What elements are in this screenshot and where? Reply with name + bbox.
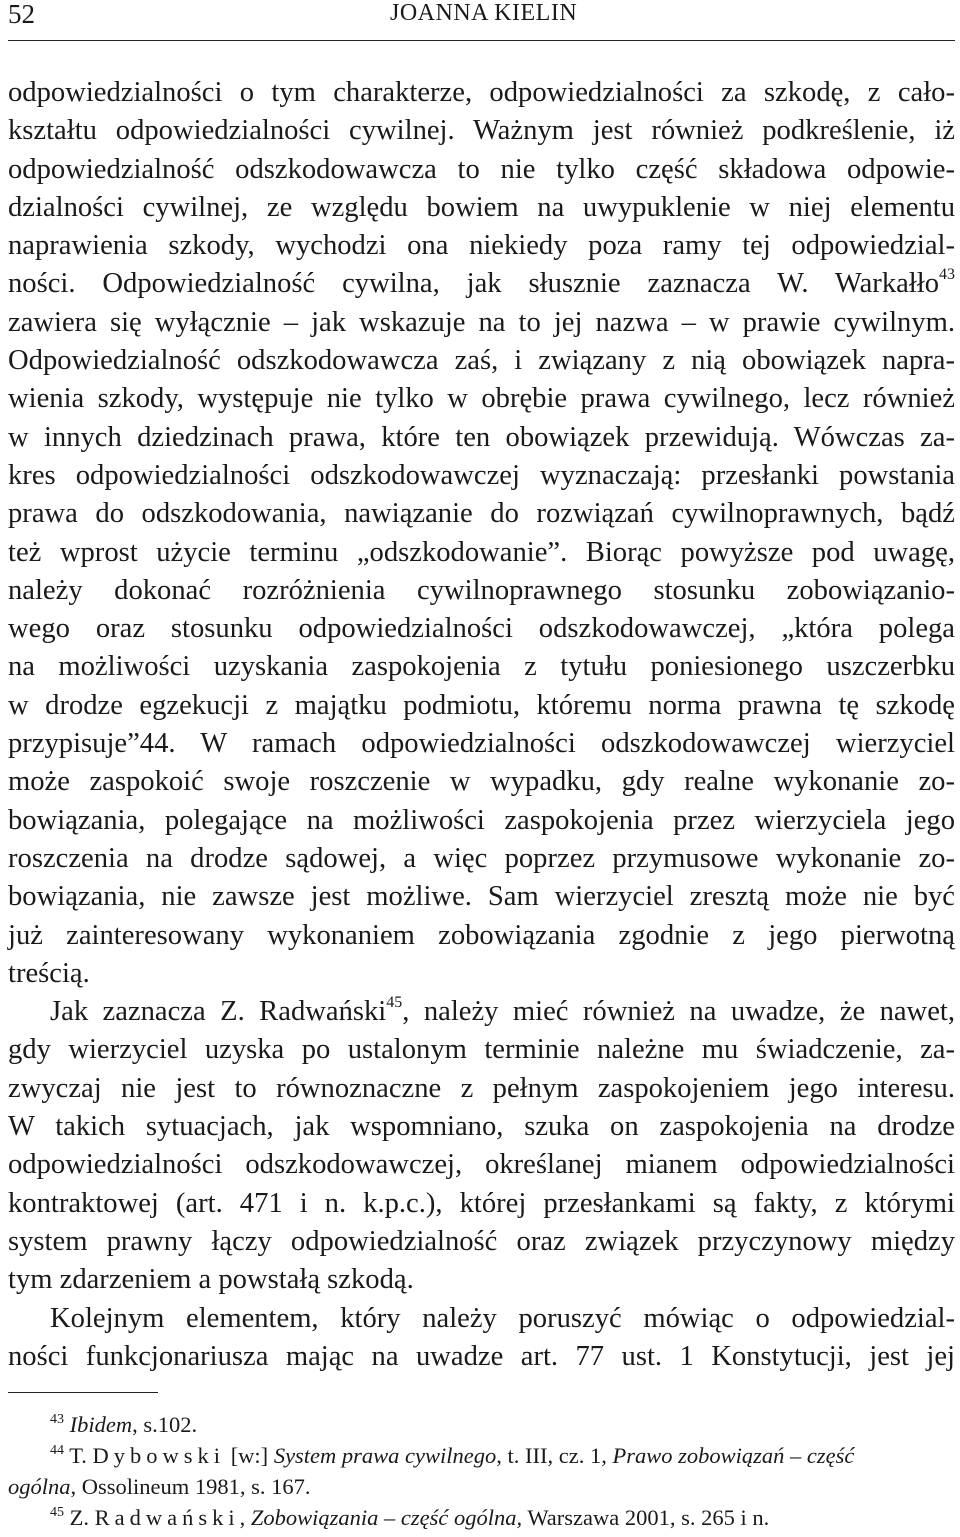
- text-line: wienia szkody, występuje nie tylko w obrębie prawa cywilnego, lecz również: [8, 383, 955, 415]
- text-line: kształtu odpowiedzialności cywilnej. Ważnym jest również podkreślenie, iż: [8, 115, 955, 147]
- text-line: Odpowiedzialność odszkodowawcza zaś, i związany z nią obowiązek napra-: [8, 345, 955, 377]
- footnote-author: Radwański: [94, 1505, 240, 1530]
- text-line: bowiązania, nie zawsze jest możliwe. Sam wierzyciel zresztą może nie być: [8, 881, 955, 913]
- text-line: gdy wierzyciel uzyska po ustalonym terminie należne mu świadczenie, za-: [8, 1034, 955, 1066]
- footnote-text: , t. III, cz. 1,: [496, 1443, 613, 1468]
- footnote-number: 44: [50, 1443, 64, 1458]
- running-head: JOANNA KIELIN: [390, 0, 578, 26]
- text-line: [8, 993, 955, 1031]
- page-number: 52: [8, 0, 35, 29]
- text-line: odpowiedzialności o tym charakterze, odpowiedzialności za szkodę, z cało-: [8, 77, 955, 108]
- text-line: w innych dziedzinach prawa, które ten obowiązek przewidują. Wówczas za-: [8, 421, 955, 453]
- text-line: odpowiedzialności odszkodowawczej, określanej mianem odpowiedzialności: [8, 1149, 955, 1181]
- text-line: kontraktowej (art. 471 i n. k.p.c.), której przesłankami są fakty, z którymi: [8, 1187, 955, 1219]
- text-line: kres odpowiedzialności odszkodowawczej wyznaczają: przesłanki powstania: [8, 459, 955, 491]
- text-line: dzialności cywilnej, ze względu bowiem na uwypuklenie w niej elementu: [8, 191, 955, 223]
- text-line: naprawienia szkody, wychodzi ona niekiedy poza ramy tej odpowiedzial-: [8, 230, 955, 262]
- footnote-number: 43: [50, 1412, 64, 1427]
- text-line: prawa do odszkodowania, nawiązanie do rozwiązań cywilnoprawnych, bądź: [8, 498, 955, 530]
- text-line: w drodze egzekucji z majątku podmiotu, któremu norma prawna tę szkodę: [8, 689, 955, 721]
- footnote-title: System prawa cywilnego: [273, 1443, 497, 1468]
- footnote-text: ,: [239, 1505, 251, 1530]
- text-line: też wprost użycie terminu „odszkodowanie”. Biorąc powyższe pod uwagę,: [8, 536, 955, 568]
- footnote-44: [8, 1440, 955, 1471]
- footnote-divider: [8, 1392, 158, 1393]
- footnote-45: [8, 1502, 955, 1533]
- text-line: zwyczaj nie jest to równoznaczne z pełnym zaspokojeniem jego interesu.: [8, 1072, 955, 1104]
- footnote-text: Z.: [69, 1505, 95, 1530]
- footnote-author: Dybowski: [92, 1443, 226, 1468]
- text-line: bowiązania, polegające na możliwości zaspokojenia przez wierzyciela jego: [8, 804, 955, 836]
- page-header: [8, 0, 955, 41]
- text-line: ności funkcjonariusza mając na uwadze art. 77 ust. 1 Konstytucji, jest jej: [8, 1340, 955, 1372]
- text-line: zawiera się wyłącznie – jak wskazuje na to jej nazwa – w prawie cywilnym.: [8, 306, 955, 338]
- footnote-44-cont: [8, 1471, 955, 1502]
- text-line: tym zdarzeniem a powstałą szkodą.: [8, 1264, 414, 1296]
- text-line: Kolejnym elementem, który należy poruszyć mówiąc o odpowiedzial-: [50, 1302, 955, 1334]
- footnote-text: T.: [69, 1443, 93, 1468]
- footnote-text: Warszawa 2001, s. 265 i n.: [522, 1505, 770, 1530]
- text-line: odpowiedzialność odszkodowawcza to nie tylko część składowa odpowie-: [8, 153, 955, 185]
- footnote-ref: 43: [939, 266, 955, 284]
- text-line: treścią.: [8, 957, 90, 989]
- footnote-text: , Ossolineum 1981, s. 167.: [70, 1474, 311, 1499]
- footnote-text: , s.102.: [132, 1412, 198, 1437]
- text-line: wego oraz stosunku odpowiedzialności odszkodowawczej, „która polega: [8, 613, 955, 645]
- footnote-ref: 45: [386, 994, 403, 1012]
- footnote-italic: Ibidem: [69, 1412, 133, 1437]
- text-line: [8, 265, 955, 303]
- text-line: roszczenia na drodze sądowej, a więc poprzez przymusowe wykonanie zo-: [8, 842, 955, 874]
- text-span: , należy mieć również na uwadze, że nawet,: [402, 996, 955, 1028]
- body-text: [8, 74, 955, 1376]
- text-line: przypisuje”44. W ramach odpowiedzialności odszkodowawczej wierzyciel: [8, 728, 955, 760]
- footnote-title: Prawo zobowiązań – część: [612, 1443, 855, 1468]
- text-line: W takich sytuacjach, jak wspomniano, szuka on zaspokojenia na drodze: [8, 1111, 955, 1143]
- footnote-text: [w:]: [225, 1443, 274, 1468]
- text-line: należy dokonać rozróżnienia cywilnoprawnego stosunku zobowiązanio-: [8, 574, 955, 606]
- text-line: system prawny łączy odpowiedzialność oraz związek przyczynowy między: [8, 1225, 955, 1257]
- text-line: może zaspokoić swoje roszczenie w wypadku, gdy realne wykonanie zo-: [8, 766, 955, 798]
- footnote-title: Zobowiązania – część ogólna,: [250, 1505, 523, 1530]
- footnote-number: 45: [50, 1505, 64, 1520]
- text-line: na możliwości uzyskania zaspokojenia z tytułu poniesionego uszczerbku: [8, 651, 955, 683]
- text-span: ności. Odpowiedzialność cywilna, jak słusznie zaznacza W. Warkałło: [8, 268, 939, 300]
- text-span: Jak zaznacza Z. Radwański: [50, 996, 387, 1028]
- footnote-title: ogólna: [8, 1474, 71, 1499]
- footnote-43: [8, 1409, 955, 1440]
- text-line: już zainteresowany wykonaniem zobowiązania zgodnie z jego pierwotną: [8, 919, 955, 951]
- footnotes: [8, 1409, 955, 1533]
